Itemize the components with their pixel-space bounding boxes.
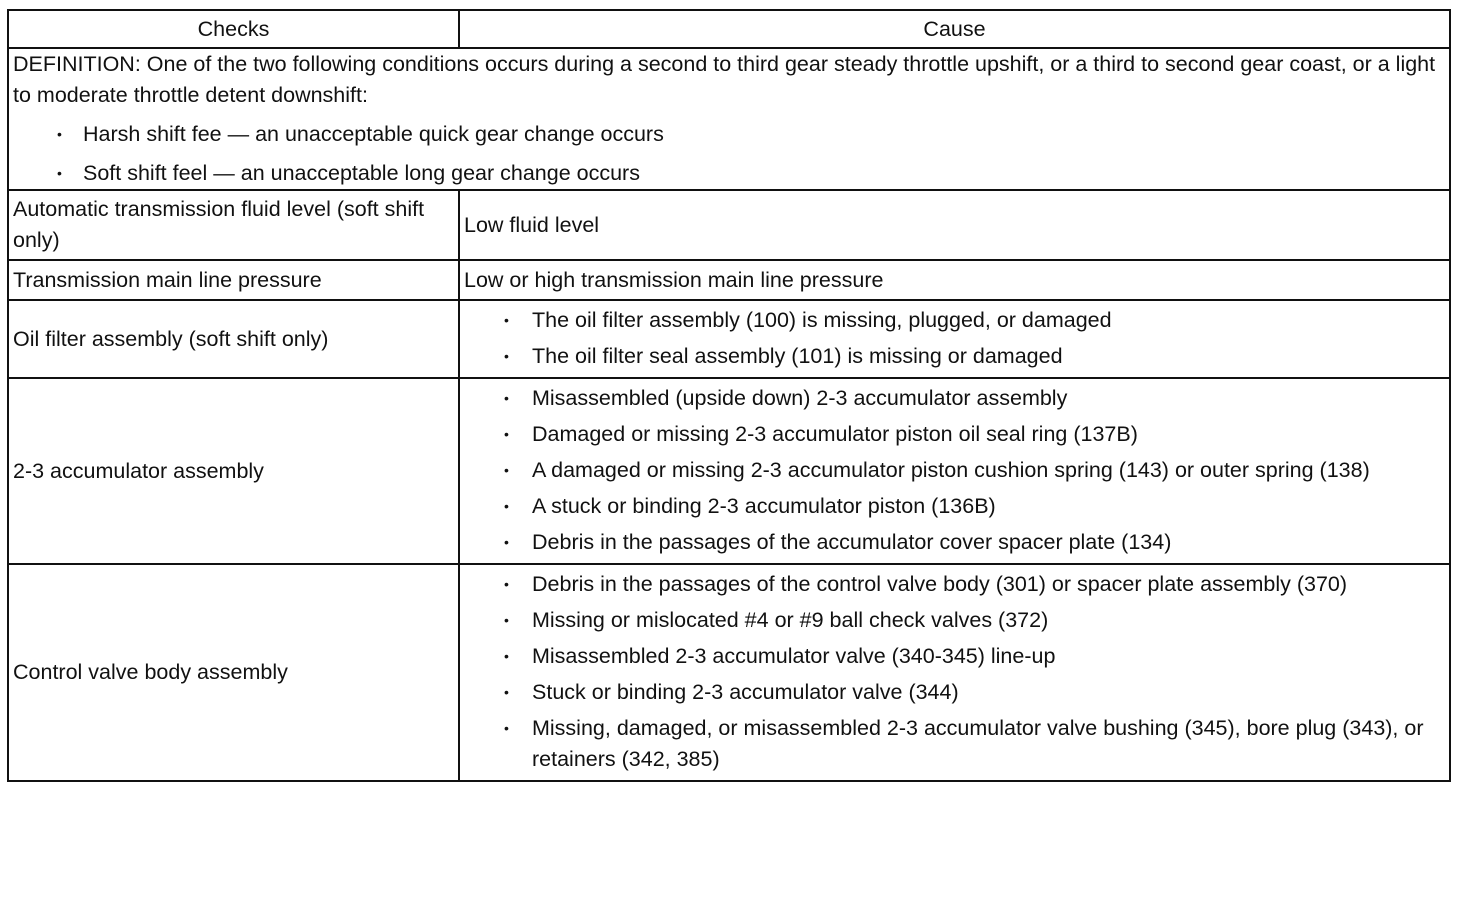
diagnostic-table bbox=[7, 9, 1451, 782]
cause-item: • Debris in the passages of the control valve body (301) or spacer plate assembly (370) bbox=[464, 569, 1445, 600]
check-line-pressure: Transmission main line pressure bbox=[8, 260, 459, 300]
cause-item: • Missing or mislocated #4 or #9 ball check valves (372) bbox=[464, 605, 1445, 636]
definition-cell bbox=[8, 48, 1450, 190]
checks-header: Checks bbox=[8, 10, 459, 48]
definition-bullet-harsh: • Harsh shift fee — an unacceptable quick gear change occurs bbox=[13, 119, 1445, 150]
check-oil-filter: Oil filter assembly (soft shift only) bbox=[8, 300, 459, 378]
definition-row bbox=[8, 48, 1450, 190]
cause-item: • Damaged or missing 2-3 accumulator piston oil seal ring (137B) bbox=[464, 419, 1445, 450]
table-row bbox=[8, 378, 1450, 564]
cause-oil-filter bbox=[459, 300, 1450, 378]
check-control-valve: Control valve body assembly bbox=[8, 564, 459, 781]
cause-accumulator bbox=[459, 378, 1450, 564]
table-row bbox=[8, 190, 1450, 260]
definition-bullets bbox=[13, 119, 1445, 189]
table-row bbox=[8, 260, 1450, 300]
definition-text: DEFINITION: One of the two following conditions occurs during a second to third gear steady throttle upshift, or a third to second gear coast, or a light to moderate throttle detent downshift: bbox=[13, 52, 1436, 107]
cause-item: • The oil filter seal assembly (101) is missing or damaged bbox=[464, 341, 1445, 372]
cause-item: • Missing, damaged, or misassembled 2-3 accumulator valve bushing (345), bore plug (343), or retainers (342, 385) bbox=[464, 713, 1445, 775]
cause-item: • Stuck or binding 2-3 accumulator valve (344) bbox=[464, 677, 1445, 708]
check-accumulator: 2-3 accumulator assembly bbox=[8, 378, 459, 564]
header-row bbox=[8, 10, 1450, 48]
table-row bbox=[8, 300, 1450, 378]
cause-item: • A damaged or missing 2-3 accumulator piston cushion spring (143) or outer spring (138) bbox=[464, 455, 1445, 486]
table-row bbox=[8, 564, 1450, 781]
definition-bullet-soft: • Soft shift feel — an unacceptable long gear change occurs bbox=[13, 158, 1445, 189]
check-fluid-level: Automatic transmission fluid level (soft shift only) bbox=[8, 190, 459, 260]
cause-control-valve bbox=[459, 564, 1450, 781]
cause-item: • The oil filter assembly (100) is missing, plugged, or damaged bbox=[464, 305, 1445, 336]
cause-item: • Debris in the passages of the accumulator cover spacer plate (134) bbox=[464, 527, 1445, 558]
cause-fluid-level: Low fluid level bbox=[459, 190, 1450, 260]
cause-item: • A stuck or binding 2-3 accumulator piston (136B) bbox=[464, 491, 1445, 522]
cause-item: • Misassembled 2-3 accumulator valve (340-345) line-up bbox=[464, 641, 1445, 672]
cause-line-pressure: Low or high transmission main line pressure bbox=[459, 260, 1450, 300]
cause-header: Cause bbox=[459, 10, 1450, 48]
cause-item: • Misassembled (upside down) 2-3 accumulator assembly bbox=[464, 383, 1445, 414]
